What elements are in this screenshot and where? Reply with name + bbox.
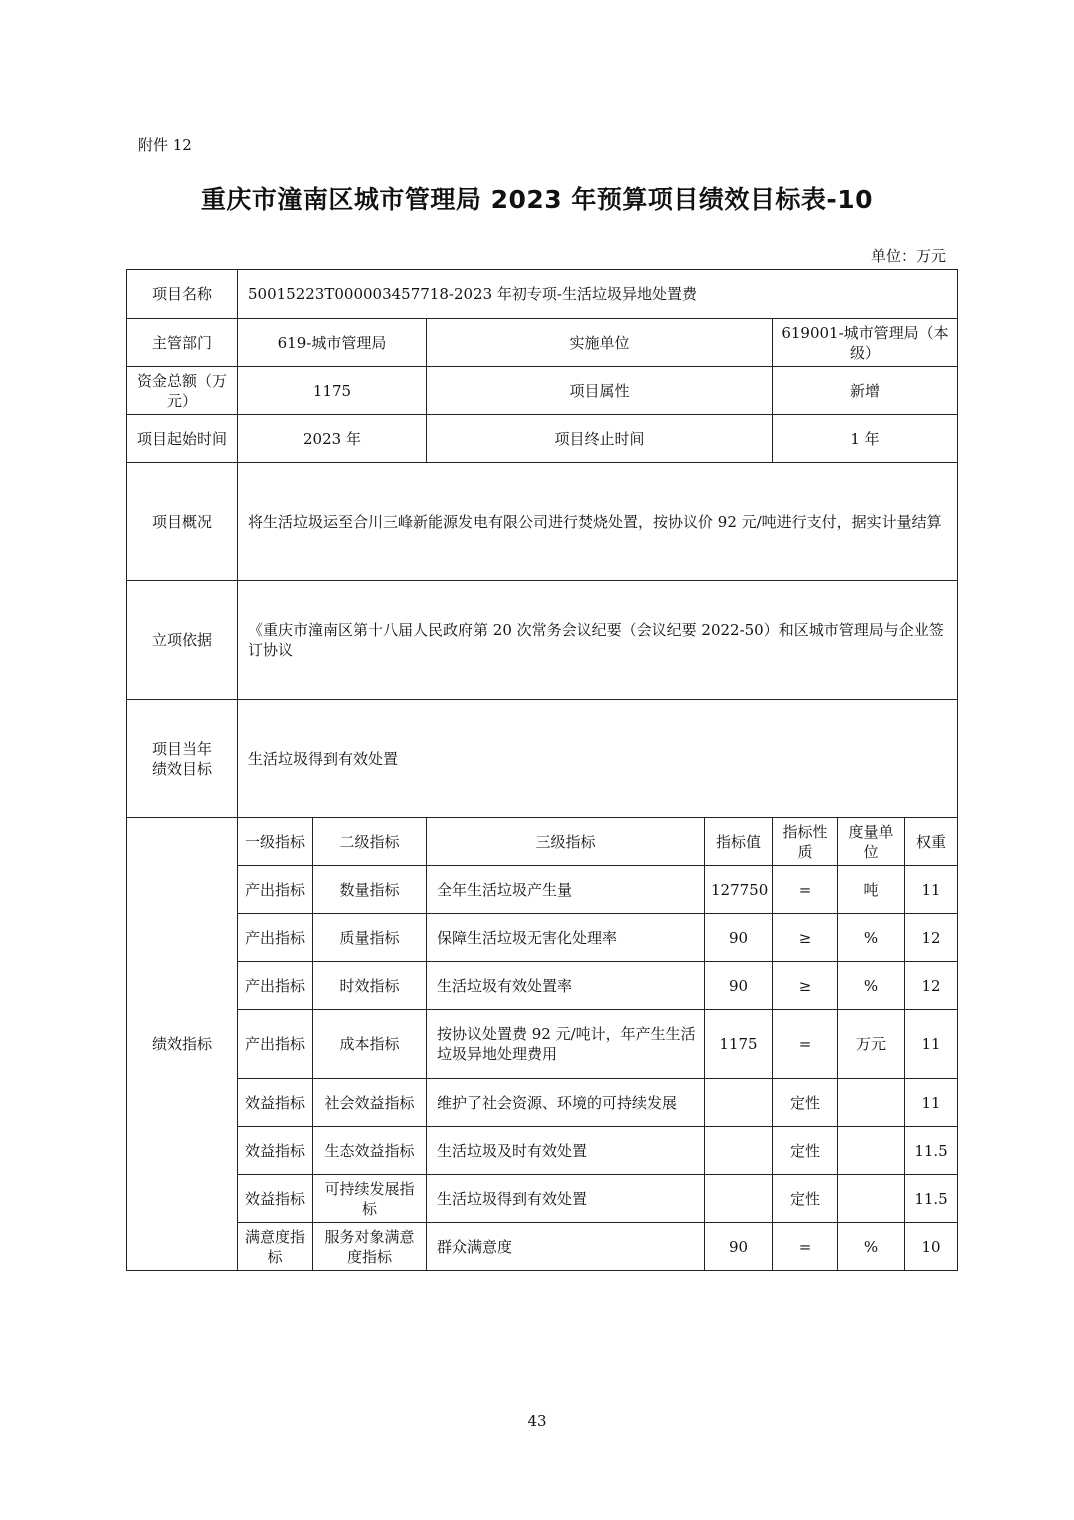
end-value: 1 年 [773,415,958,463]
table-row [127,1010,958,1079]
table-row [127,866,958,914]
indicators-section-label: 绩效指标 [127,818,238,1271]
cell-level3: 群众满意度 [427,1223,705,1271]
cell-level1: 效益指标 [238,1127,313,1175]
cell-level1: 产出指标 [238,1010,313,1079]
basis-label: 立项依据 [127,581,238,700]
cell-weight: 11 [905,866,958,914]
table-row [127,914,958,962]
header-weight: 权重 [905,818,958,866]
cell-nature: ≥ [773,962,838,1010]
cell-level3: 生活垃圾及时有效处置 [427,1127,705,1175]
cell-level2: 质量指标 [313,914,427,962]
cell-nature: = [773,1223,838,1271]
start-value: 2023 年 [238,415,427,463]
cell-nature: = [773,866,838,914]
header-level2: 二级指标 [313,818,427,866]
cell-value: 1175 [705,1010,773,1079]
cell-level2: 社会效益指标 [313,1079,427,1127]
cell-unit: % [838,1223,905,1271]
cell-unit: 吨 [838,866,905,914]
cell-value: 90 [705,1223,773,1271]
fund-value: 1175 [238,367,427,415]
cell-level2: 生态效益指标 [313,1127,427,1175]
cell-unit [838,1079,905,1127]
project-name-label: 项目名称 [127,270,238,319]
cell-level2: 可持续发展指标 [313,1175,427,1223]
cell-value: 90 [705,962,773,1010]
cell-nature: = [773,1010,838,1079]
cell-level1: 产出指标 [238,914,313,962]
cell-level3: 按协议处置费 92 元/吨计，年产生生活垃圾异地处理费用 [427,1010,705,1079]
attr-value: 新增 [773,367,958,415]
cell-level3: 生活垃圾有效处置率 [427,962,705,1010]
cell-level1: 产出指标 [238,866,313,914]
page-title: 重庆市潼南区城市管理局 2023 年预算项目绩效目标表-10 [200,185,874,214]
performance-table [126,269,958,1271]
attachment-label: 附件 12 [138,136,192,154]
table-row [127,1223,958,1271]
cell-level2: 服务对象满意度指标 [313,1223,427,1271]
dept-value: 619-城市管理局 [238,319,427,367]
fund-label: 资金总额（万元） [127,367,238,415]
cell-weight: 11 [905,1010,958,1079]
cell-unit: % [838,962,905,1010]
cell-level1: 效益指标 [238,1175,313,1223]
cell-nature: 定性 [773,1079,838,1127]
cell-unit: 万元 [838,1010,905,1079]
cell-level3: 生活垃圾得到有效处置 [427,1175,705,1223]
cell-value [705,1127,773,1175]
table-row [127,962,958,1010]
cell-nature: 定性 [773,1127,838,1175]
dept-label: 主管部门 [127,319,238,367]
end-label: 项目终止时间 [427,415,773,463]
project-name-value: 50015223T000003457718-2023 年初专项-生活垃圾异地处置费 [238,270,958,319]
cell-unit: % [838,914,905,962]
overview-value: 将生活垃圾运至合川三峰新能源发电有限公司进行焚烧处置，按协议价 92 元/吨进行支付，据实计量结算 [238,463,958,581]
goal-value: 生活垃圾得到有效处置 [238,700,958,818]
cell-value [705,1175,773,1223]
impl-label: 实施单位 [427,319,773,367]
cell-weight: 11.5 [905,1175,958,1223]
cell-level2: 数量指标 [313,866,427,914]
start-label: 项目起始时间 [127,415,238,463]
page-number: 43 [527,1412,547,1430]
cell-weight: 12 [905,914,958,962]
header-level1: 一级指标 [238,818,313,866]
unit-label: 单位：万元 [870,247,946,265]
goal-label: 项目当年绩效目标 [127,700,238,818]
header-unit: 度量单位 [838,818,905,866]
cell-level3: 保障生活垃圾无害化处理率 [427,914,705,962]
attr-label: 项目属性 [427,367,773,415]
cell-unit [838,1175,905,1223]
cell-unit [838,1127,905,1175]
cell-level2: 时效指标 [313,962,427,1010]
cell-nature: ≥ [773,914,838,962]
cell-value [705,1079,773,1127]
cell-weight: 11.5 [905,1127,958,1175]
table-row [127,1175,958,1223]
cell-value: 127750 [705,866,773,914]
cell-value: 90 [705,914,773,962]
header-nature: 指标性质 [773,818,838,866]
cell-weight: 10 [905,1223,958,1271]
cell-level3: 全年生活垃圾产生量 [427,866,705,914]
table-row [127,1127,958,1175]
cell-level3: 维护了社会资源、环境的可持续发展 [427,1079,705,1127]
impl-value: 619001-城市管理局（本级） [773,319,958,367]
basis-value: 《重庆市潼南区第十八届人民政府第 20 次常务会议纪要（会议纪要 2022-50）和区城市管理局与企业签订协议 [238,581,958,700]
cell-level1: 满意度指标 [238,1223,313,1271]
table-row [127,1079,958,1127]
cell-level1: 效益指标 [238,1079,313,1127]
cell-level1: 产出指标 [238,962,313,1010]
cell-nature: 定性 [773,1175,838,1223]
header-level3: 三级指标 [427,818,705,866]
cell-level2: 成本指标 [313,1010,427,1079]
overview-label: 项目概况 [127,463,238,581]
header-value: 指标值 [705,818,773,866]
cell-weight: 11 [905,1079,958,1127]
cell-weight: 12 [905,962,958,1010]
